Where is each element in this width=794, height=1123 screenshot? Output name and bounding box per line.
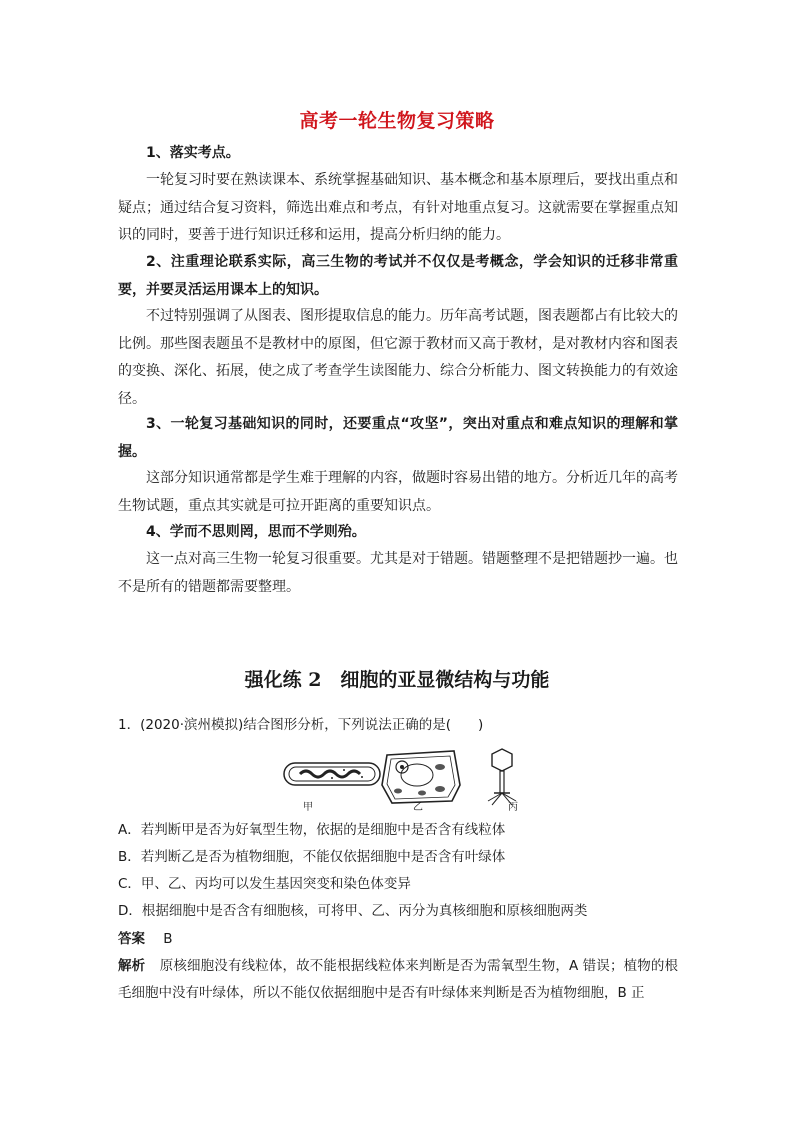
analysis-text: 原核细胞没有线粒体，故不能根据线粒体来判断是否为需氧型生物，A 错误；植物的根毛细胞中没有叶绿体，所以不能仅依据细胞中是否有叶绿体来判断是否为植物细胞，B 正 xyxy=(118,958,679,1001)
analysis-label: 解析 xyxy=(118,958,146,974)
option-d: D．根据细胞中是否含有细胞核，可将甲、乙、丙分为真核细胞和原核细胞两类 xyxy=(118,903,588,919)
analysis-block xyxy=(118,953,678,1006)
cell-figure xyxy=(282,745,532,811)
figure-label-jia: 甲 xyxy=(303,802,313,813)
option-b: B．若判断乙是否为植物细胞，不能仅依据细胞中是否含有叶绿体 xyxy=(118,849,506,865)
figure-label-bing: 丙 xyxy=(508,802,518,813)
section-2-body: 不过特别强调了从图表、图形提取信息的能力。历年高考试题，图表题都占有比较大的比例。那些图表题虽不是教材中的原图，但它源于教材而又高于教材，是对教材内容和图表的变换、深化、拓展，使之成了考查学生读图能力、综合分析能力、图文转换能力的有效途径。 xyxy=(118,308,678,407)
question-text: 1．(2020·滨州模拟)结合图形分析，下列说法正确的是( ) xyxy=(118,717,484,733)
page-title: 高考一轮生物复习策略 xyxy=(299,110,495,132)
option-a: A．若判断甲是否为好氧型生物，依据的是细胞中是否含有线粒体 xyxy=(118,822,506,838)
answer-label: 答案 xyxy=(118,931,145,947)
bacterium-drawing xyxy=(284,763,380,785)
plant-cell-drawing xyxy=(382,751,460,803)
section-2-heading: 2、注重理论联系实际，高三生物的考试并不仅仅是考概念，学会知识的迁移非常重要，并要灵活运用课本上的知识。 xyxy=(118,254,678,298)
exercise-title: 强化练 2 细胞的亚显微结构与功能 xyxy=(244,669,550,691)
section-4-body: 这一点对高三生物一轮复习很重要。尤其是对于错题。错题整理不是把错题抄一遍。也不是所有的错题都需要整理。 xyxy=(118,551,678,595)
section-3-heading: 3、一轮复习基础知识的同时，还要重点“攻坚”，突出对重点和难点知识的理解和掌握。 xyxy=(118,416,678,460)
section-1-heading: 1、落实考点。 xyxy=(146,145,240,161)
option-c: C．甲、乙、丙均可以发生基因突变和染色体变异 xyxy=(118,876,411,892)
phage-drawing xyxy=(488,749,516,805)
section-1-body: 一轮复习时要在熟读课本、系统掌握基础知识、基本概念和基本原理后，要找出重点和疑点；通过结合复习资料，筛选出难点和考点，有针对地重点复习。这就需要在掌握重点知识的同时，要善于进行知识迁移和运用，提高分析归纳的能力。 xyxy=(118,172,678,243)
answer-value: B xyxy=(163,931,173,947)
answer-line xyxy=(118,926,678,953)
section-4-heading: 4、学而不思则罔，思而不学则殆。 xyxy=(146,524,366,540)
section-3-body: 这部分知识通常都是学生难于理解的内容，做题时容易出错的地方。分析近几年的高考生物试题，重点其实就是可拉开距离的重要知识点。 xyxy=(118,470,678,514)
figure-label-yi: 乙 xyxy=(413,802,423,813)
